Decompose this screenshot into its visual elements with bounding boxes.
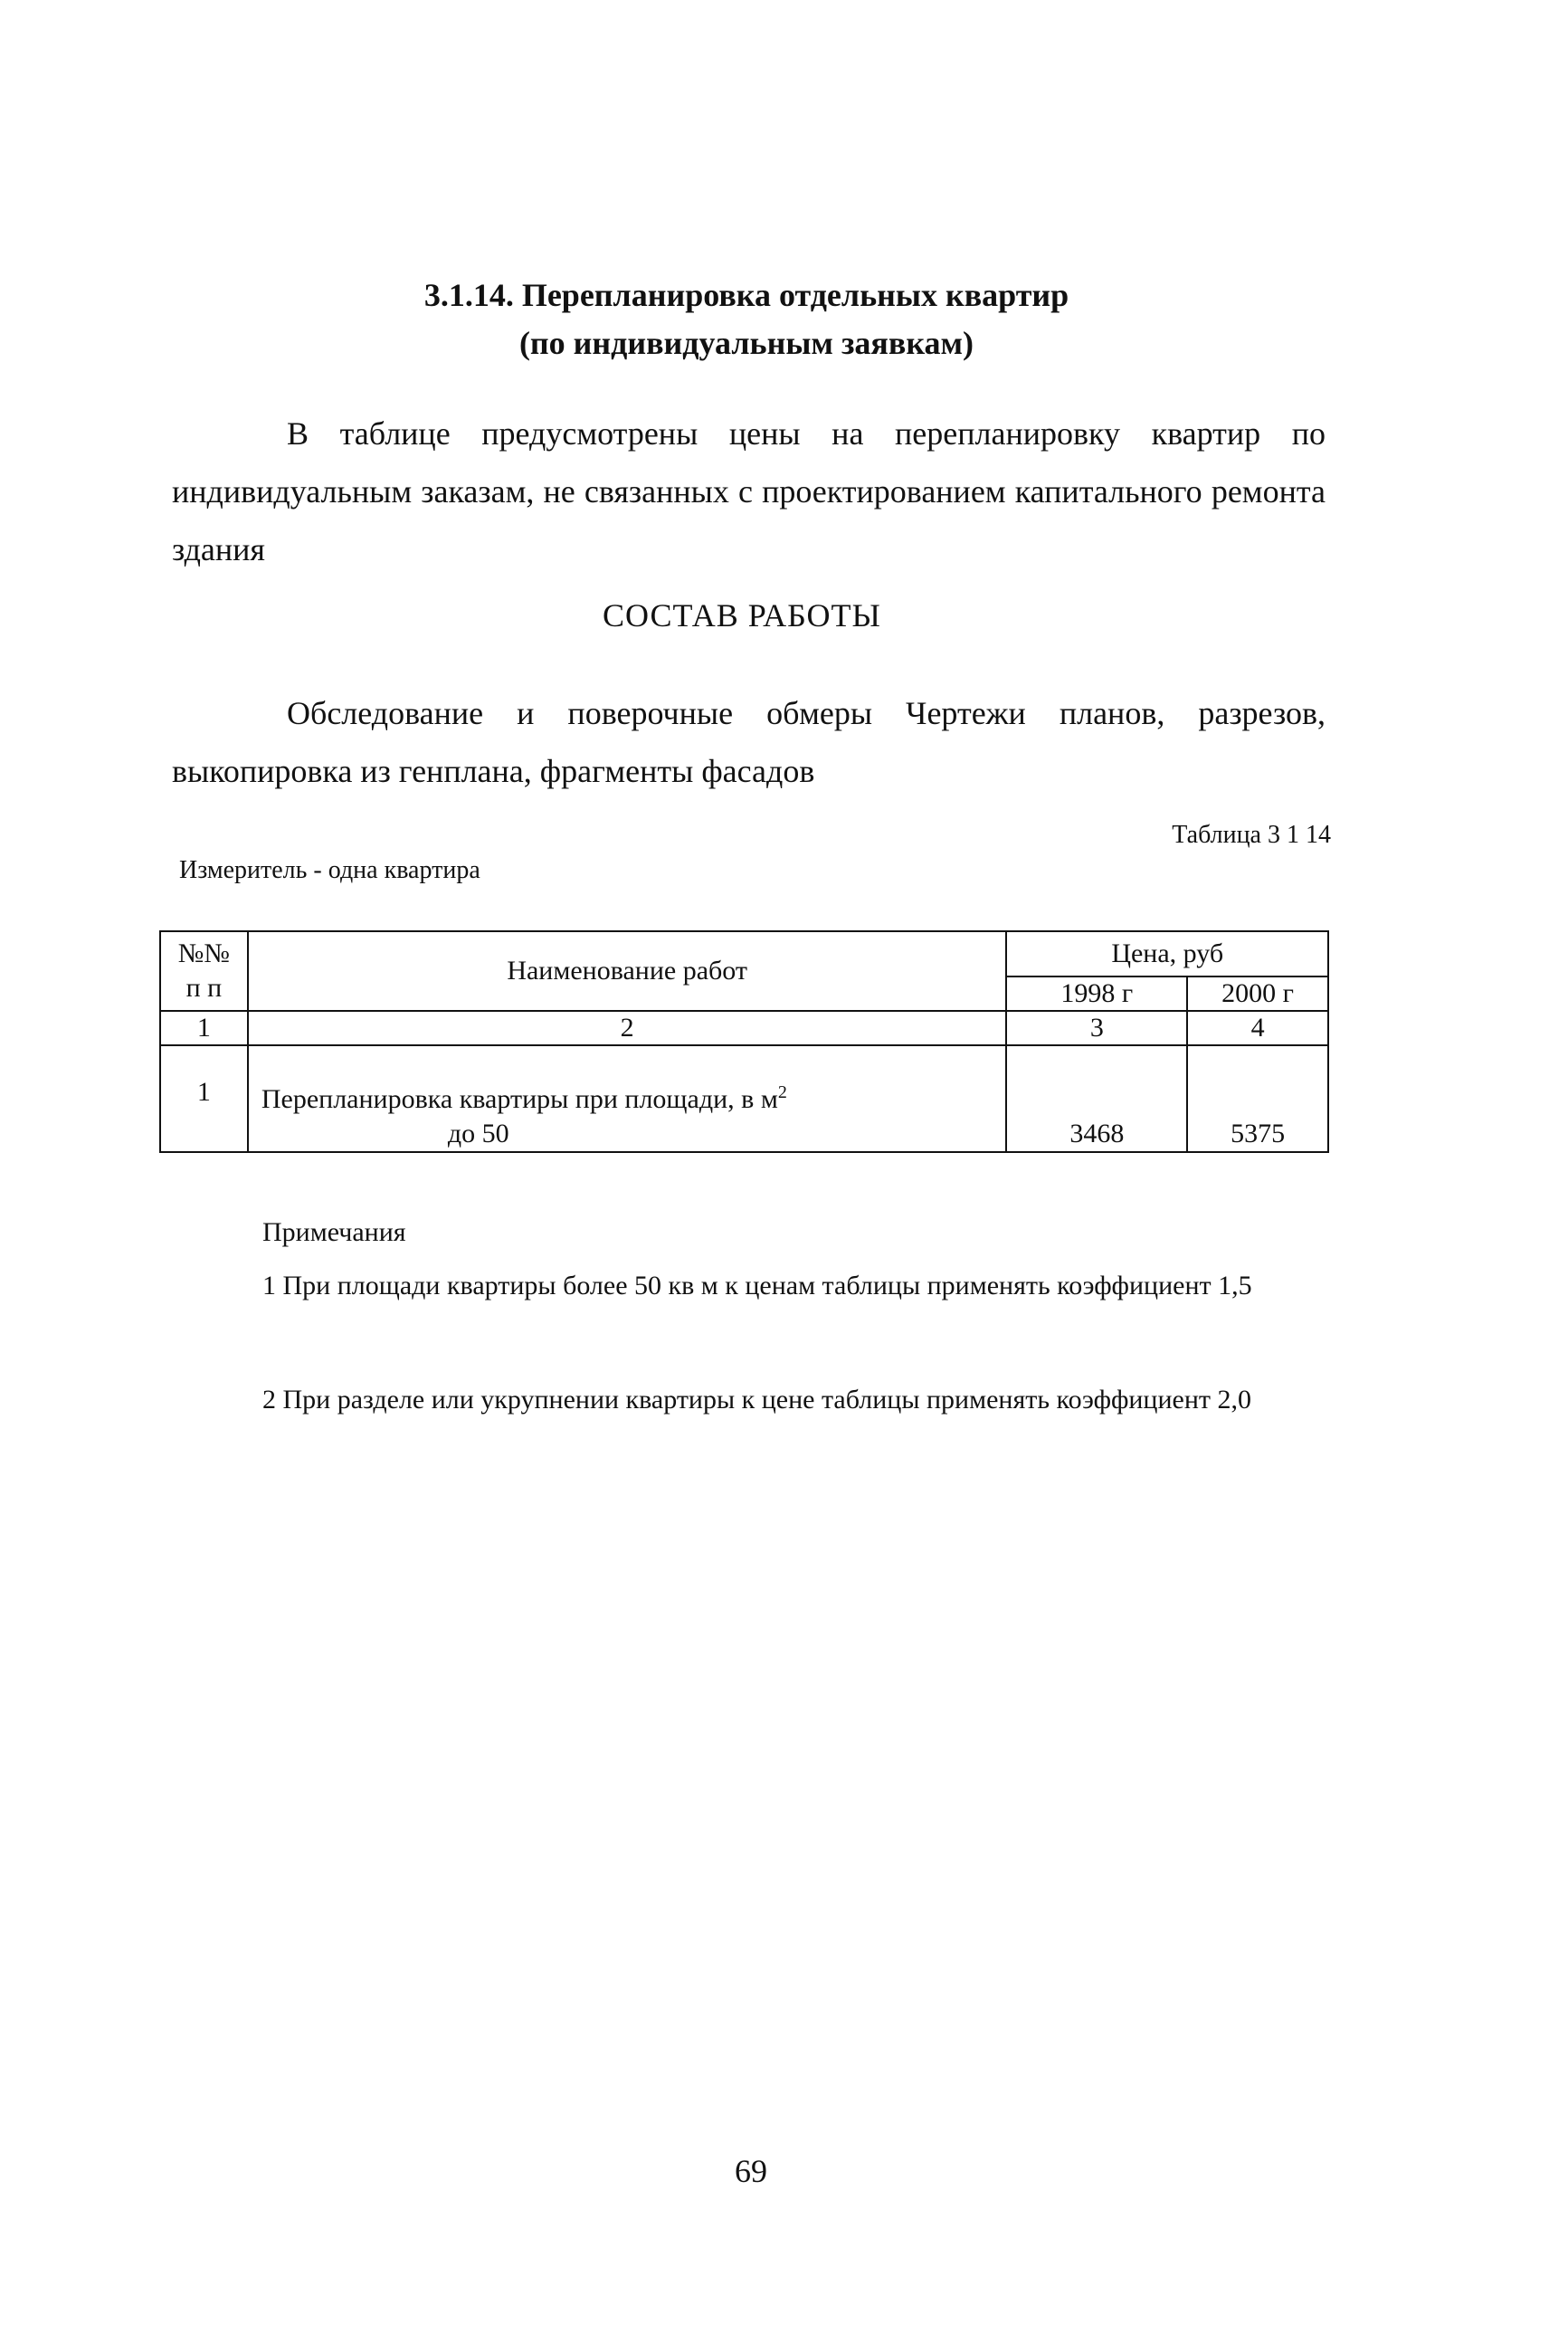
table-index-row [160, 1011, 1328, 1045]
header-number-cell [160, 931, 248, 1011]
section-title: СОСТАВ РАБОТЫ [603, 597, 881, 634]
row-name-line1: Перепланировка квартиры при площади, в м [261, 1084, 778, 1114]
price-table [159, 930, 1329, 1153]
row-name-superscript: 2 [777, 1082, 787, 1102]
work-composition-paragraph: Обследование и поверочные обмеры Чертежи планов, разрезов, выкопировка из генплана, фрагменты фасадов [172, 695, 1326, 789]
index-cell-4: 4 [1187, 1011, 1328, 1045]
index-cell-1: 1 [160, 1011, 248, 1045]
section-heading-line1: 3.1.14. Перепланировка отдельных квартир [423, 277, 1069, 313]
unit-label: Измеритель - одна квартира [179, 856, 480, 884]
row-price-1998-cell: 3468 [1006, 1045, 1187, 1152]
header-1998-cell: 1998 г [1006, 976, 1187, 1011]
header-price-cell: Цена, руб [1006, 931, 1328, 976]
row-number-cell: 1 [160, 1045, 248, 1152]
header-number-line2: п п [185, 973, 223, 1003]
intro-paragraph: В таблице предусмотрены цены на перепланировку квартир по индивидуальным заказам, не связанных с проектированием капитального ремонта здания [172, 415, 1326, 567]
row-name-line2: до 50 [447, 1119, 509, 1148]
page-number: 69 [735, 2153, 767, 2189]
header-name-cell: Наименование работ [248, 931, 1007, 1011]
header-2000-cell: 2000 г [1187, 976, 1328, 1011]
row-name-cell [248, 1045, 1007, 1152]
notes-title: Примечания [262, 1217, 406, 1247]
note-item-1: 1 При площади квартиры более 50 кв м к ценам таблицы применять коэффициент 1,5 [262, 1271, 1252, 1300]
header-number-line1: №№ [177, 938, 231, 968]
section-heading-line2: (по индивидуальным заявкам) [518, 325, 974, 361]
row-price-2000-cell: 5375 [1187, 1045, 1328, 1152]
note-item-2: 2 При разделе или укрупнении квартиры к цене таблицы применять коэффициент 2,0 [262, 1385, 1252, 1415]
index-cell-3: 3 [1006, 1011, 1187, 1045]
table-row [160, 1045, 1328, 1152]
index-cell-2: 2 [248, 1011, 1007, 1045]
table-header-row [160, 931, 1328, 976]
table-label: Таблица 3 1 14 [1172, 821, 1331, 849]
